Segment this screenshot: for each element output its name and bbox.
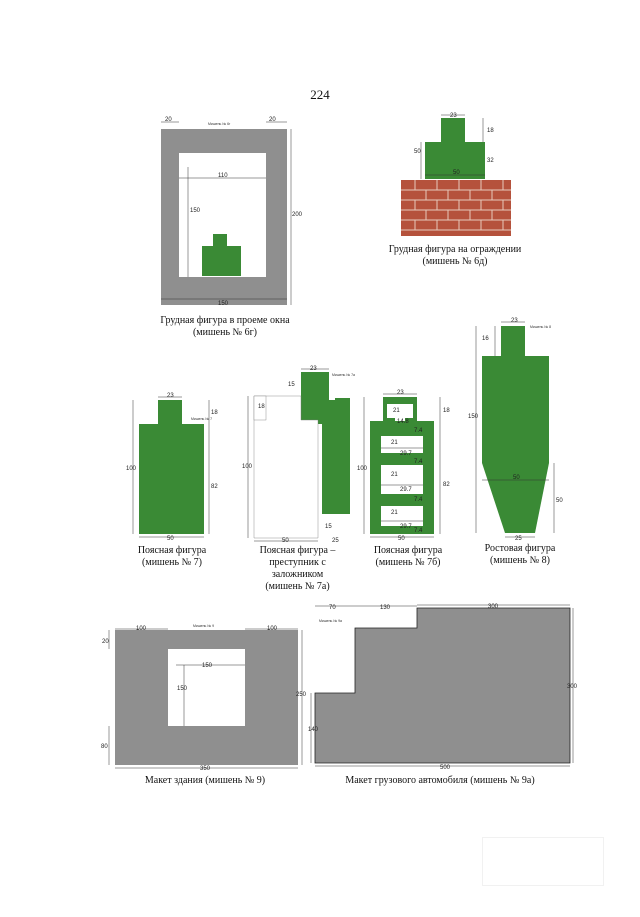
dim-7b-148: 14.8 <box>397 419 409 425</box>
target-7a-drawing <box>240 362 355 542</box>
label-7a: Мишень № 7а <box>332 373 355 377</box>
dim-7b-21d: 21 <box>391 510 398 516</box>
dim-6g-inner-h: 150 <box>190 208 201 214</box>
caption-7a <box>240 545 355 593</box>
caption-8-line1: Ростовая фигура <box>484 543 556 554</box>
dim-6d-body-h: 32 <box>487 158 494 164</box>
dim-7b-total-h: 100 <box>357 466 368 472</box>
dim-7b-297b: 29.7 <box>400 487 412 493</box>
dim-6g-top-right: 20 <box>269 117 276 123</box>
dim-7b-21a: 21 <box>393 408 400 414</box>
dim-9-height: 250 <box>296 692 307 698</box>
caption-7b <box>358 545 458 569</box>
faint-stamp-box <box>482 837 604 886</box>
dim-7b-body-h: 82 <box>443 482 450 488</box>
caption-6d-line1: Грудная фигура на ограждении <box>388 244 522 255</box>
label-8: Мишень № 8 <box>530 325 552 329</box>
dim-6d-body-w: 50 <box>453 170 460 176</box>
dim-9-left: 100 <box>136 626 147 632</box>
caption-7a-line2: преступник с <box>269 557 326 568</box>
label-6g: Мишень № 6г <box>208 122 231 126</box>
dim-9a-w70: 70 <box>329 605 336 611</box>
dim-7b-297c: 29.7 <box>400 524 412 530</box>
dim-7-total-h: 100 <box>126 466 137 472</box>
caption-6d <box>370 244 540 268</box>
dim-6d-total-h: 50 <box>414 149 421 155</box>
dim-7a-w1: 50 <box>282 538 289 544</box>
target-7-drawing <box>125 390 220 540</box>
dim-7a-left-h: 18 <box>258 404 265 410</box>
dim-7-body-h: 82 <box>211 484 218 490</box>
caption-6d-line2: (мишень № 6д) <box>422 256 488 267</box>
dim-7a-head-h: 15 <box>288 382 295 388</box>
target-9-drawing <box>100 620 310 770</box>
dim-7a-head-w: 23 <box>310 366 317 372</box>
dim-9a-w130: 130 <box>380 605 391 611</box>
caption-7 <box>122 545 222 569</box>
dim-8-mid-w: 50 <box>513 475 520 481</box>
dim-6g-outer-h: 200 <box>292 212 303 218</box>
dim-8-total-h: 150 <box>468 414 479 420</box>
dim-7b-21b: 21 <box>391 440 398 446</box>
dim-6g-inner-w: 110 <box>218 173 228 179</box>
dim-7b-head-w: 23 <box>397 390 404 396</box>
target-8-drawing <box>468 318 568 543</box>
dim-6d-head-w: 23 <box>450 113 457 119</box>
dim-9a-w500: 500 <box>440 765 451 771</box>
dim-9-right: 100 <box>267 626 278 632</box>
caption-7b-line1: Поясная фигура <box>373 545 443 556</box>
caption-6g <box>130 315 320 339</box>
caption-6g-line2: (мишень № 6г) <box>192 327 258 338</box>
page-number: 224 <box>310 87 330 102</box>
label-9a: Мишень № 9а <box>319 619 342 623</box>
dim-8-foot-w: 25 <box>515 536 522 542</box>
caption-7a-line4: (мишень № 7а) <box>265 581 330 592</box>
caption-8-line2: (мишень № 8) <box>490 555 550 566</box>
dim-7-body-w: 50 <box>167 536 174 542</box>
label-7: Мишень № 7 <box>191 417 213 421</box>
dim-7b-74b: 7.4 <box>414 459 423 465</box>
target-6d-drawing <box>395 112 520 238</box>
dim-6g-top-left: 20 <box>165 117 172 123</box>
caption-8 <box>470 543 570 567</box>
caption-7-line2: (мишень № 7) <box>142 557 202 568</box>
dim-7-head-h: 18 <box>211 410 218 416</box>
dim-7-head-w: 23 <box>167 393 174 399</box>
target-7b-drawing <box>357 390 460 542</box>
caption-9a <box>330 775 550 787</box>
dim-7a-total-h: 100 <box>242 464 253 470</box>
dim-9-top: 20 <box>102 639 109 645</box>
caption-6g-line1: Грудная фигура в проеме окна <box>160 315 290 326</box>
dim-7b-74a: 7.4 <box>414 428 423 434</box>
dim-9a-h140: 140 <box>308 727 319 733</box>
dim-9a-h300: 300 <box>567 684 578 690</box>
caption-7a-line3: заложником <box>271 569 324 580</box>
dim-9-width: 350 <box>200 766 211 772</box>
caption-7a-line1: Поясная фигура – <box>259 545 336 556</box>
dim-9-win-h: 150 <box>177 686 188 692</box>
caption-7b-line2: (мишень № 7б) <box>375 557 441 568</box>
dim-8-head-w: 23 <box>511 318 518 324</box>
caption-9-line1: Макет здания (мишень № 9) <box>144 775 266 786</box>
dim-7b-297a: 29.7 <box>400 451 412 457</box>
dim-6g-outer-w: 150 <box>218 301 229 307</box>
dim-6d-head-h: 18 <box>487 128 494 134</box>
dim-7a-w2: 25 <box>332 538 339 544</box>
target-6g-drawing <box>148 112 303 312</box>
dim-8-head-h: 16 <box>482 336 489 342</box>
dim-9a-w300: 300 <box>488 604 499 610</box>
dim-7b-body-w: 50 <box>398 536 405 542</box>
caption-9 <box>120 775 290 787</box>
dim-7b-74c: 7.4 <box>414 497 423 503</box>
dim-7b-21c: 21 <box>391 472 398 478</box>
dim-9-bottom: 80 <box>101 744 108 750</box>
dim-7b-head-h: 18 <box>443 408 450 414</box>
dim-7a-foot-h: 15 <box>325 524 332 530</box>
caption-7-line1: Поясная фигура <box>137 545 207 556</box>
label-9: Мишень № 9 <box>193 624 215 628</box>
dim-9-win-w: 150 <box>202 663 213 669</box>
dim-7b-74d: 7.4 <box>414 528 423 534</box>
target-9a-drawing <box>305 600 580 770</box>
caption-9a-line1: Макет грузового автомобиля (мишень № 9а) <box>345 775 535 786</box>
dim-8-leg-h: 50 <box>556 498 563 504</box>
